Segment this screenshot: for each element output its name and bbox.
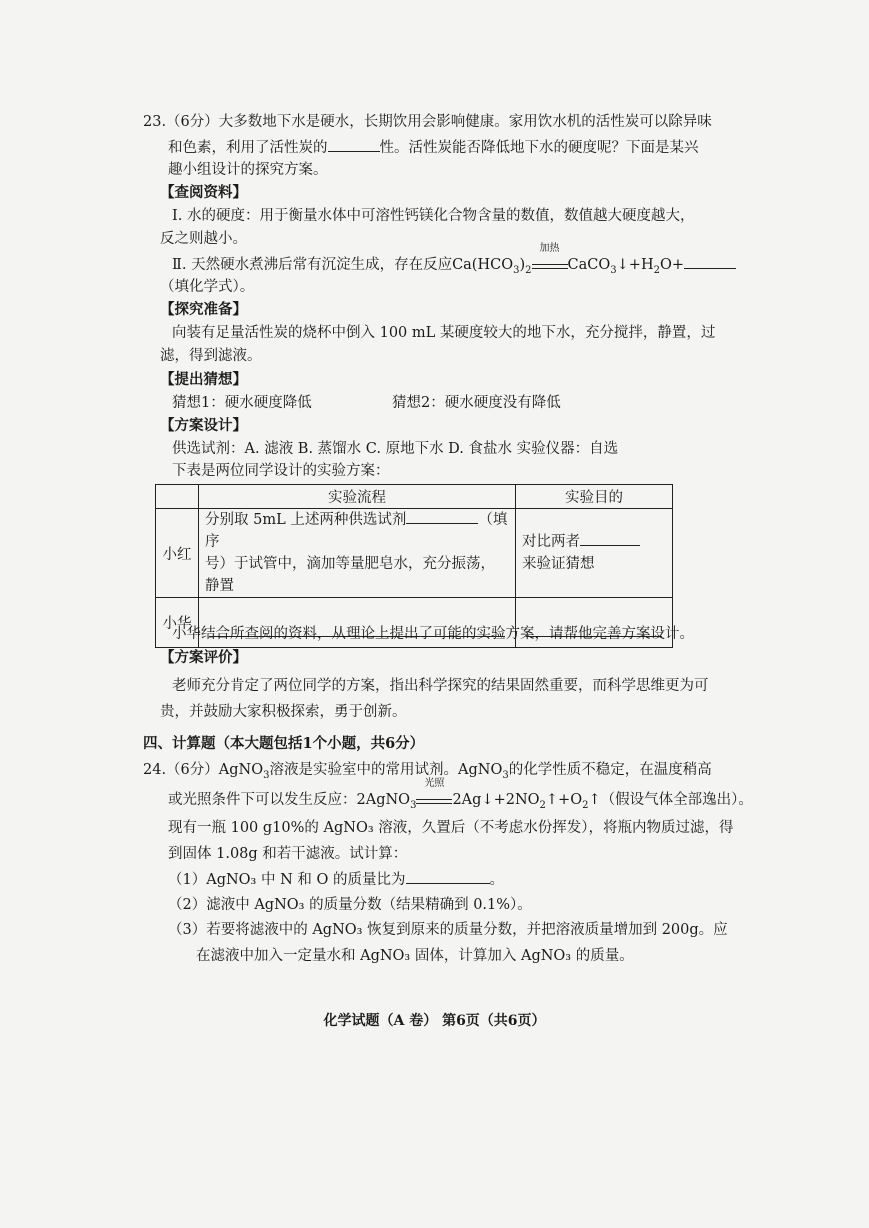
row1-process: 分别取 5mL 上述两种供选试剂 （填序 号）于试管中，滴加等量肥皂水，充分振荡，静置 <box>199 509 516 598</box>
hypothesis-2: 猜想2：硬水硬度没有降低 <box>392 395 561 411</box>
q24-sub3b: 在滤液中加入一定量水和 AgNO₃ 固体，计算加入 AgNO₃ 的质量。 <box>196 948 634 964</box>
q23-line2: 和色素，利用了活性炭的 性。活性炭能否降低地下水的硬度呢？下面是某兴 <box>168 137 699 158</box>
reference-1b: 反之则越小。 <box>160 231 247 247</box>
preparation-1: 向装有足量活性炭的烧杯中倒入 100 mL 某硬度较大的地下水，充分搅拌，静置，过 <box>172 325 716 341</box>
table-head-purpose: 实验目的 <box>516 485 673 509</box>
hypothesis-1: 猜想1：硬水硬度降低 <box>172 395 312 411</box>
q24-line2: 或光照条件下可以发生反应：2AgNO$_3$ 光照 $2Ag↓+2NO_2↑+O_2↑$（假设气体全部逸出）。 <box>168 778 753 811</box>
row-name-xiaohong: 小红 <box>156 509 199 598</box>
evaluation-1: 老师充分肯定了两位同学的方案，指出科学探究的结果固然重要，而科学思维更为可 <box>172 678 709 694</box>
heading-evaluation: 【方案评价】 <box>160 649 247 666</box>
heading-design: 【方案设计】 <box>160 417 247 434</box>
answer-blank[interactable] <box>580 531 640 546</box>
heading-preparation: 【探究准备】 <box>160 301 247 318</box>
row1-purpose: 对比两者 来验证猜想 <box>516 509 673 598</box>
reference-2-end: （填化学式）。 <box>160 279 255 295</box>
row-name-xiaohua: 小华 <box>156 598 199 648</box>
q24-sub1: （1）AgNO₃ 中 N 和 O 的质量比为 。 <box>168 869 504 890</box>
answer-blank[interactable] <box>406 509 478 524</box>
q24-sub2: （2）滤液中 AgNO₃ 的质量分数（结果精确到 0.1%）。 <box>168 897 532 913</box>
evaluation-2: 贵，并鼓励大家积极探索，勇于创新。 <box>160 704 407 720</box>
table-intro: 下表是两位同学设计的实验方案： <box>172 463 390 479</box>
q24-line3: 现有一瓶 100 g10%的 AgNO₃ 溶液，久置后（不考虑水份挥发），将瓶内物质过滤，得 <box>168 820 734 836</box>
table-head-process: 实验流程 <box>199 485 516 509</box>
heading-reference: 【查阅资料】 <box>160 184 247 201</box>
q24-line4: 到固体 1.08g 和若干滤液。试计算： <box>168 846 408 862</box>
q24-sub3a: （3）若要将滤液中的 AgNO₃ 恢复到原来的质量分数，并把溶液质量增加到 200g。应 <box>168 922 728 938</box>
answer-blank[interactable] <box>406 869 490 884</box>
reaction-condition-light: 光照 <box>416 791 452 804</box>
page-footer: 化学试题（A 卷） 第6页（共6页） <box>323 1013 546 1029</box>
answer-blank[interactable] <box>684 254 736 269</box>
preparation-2: 滤，得到滤液。 <box>160 348 262 364</box>
after-table: 小华结合所查阅的资料，从理论上提出了可能的实验方案，请帮他完善方案设计。 <box>172 626 694 642</box>
heading-hypothesis: 【提出猜想】 <box>160 371 247 388</box>
q23-line1: 23.（6分）大多数地下水是硬水，长期饮用会影响健康。家用饮水机的活性炭可以除异味 <box>143 114 712 130</box>
q23-line3: 趣小组设计的探究方案。 <box>168 162 328 178</box>
reaction-condition-heat: 加热 <box>532 256 568 269</box>
reagents-list: 供选试剂：A. 滤液 B. 蒸馏水 C. 原地下水 D. 食盐水 实验仪器：自选 <box>172 441 619 457</box>
answer-blank[interactable] <box>328 137 380 152</box>
section-4-heading: 四、计算题（本大题包括1个小题，共6分） <box>143 735 425 752</box>
table-corner <box>156 485 199 509</box>
reference-2: Ⅱ. 天然硬水煮沸后常有沉淀生成，存在反应$Ca(HCO_3)_2$ 加热 $CaCO_3↓+H_2O+$ <box>172 254 736 281</box>
reference-1a: Ⅰ. 水的硬度：用于衡量水体中可溶性钙镁化合物含量的数值，数值越大硬度越大， <box>172 208 695 224</box>
q24-line1: 24.（6分）AgNO$_3$溶液是实验室中的常用试剂。AgNO$_3$的化学性质不稳定，在温度稍高 <box>143 762 712 781</box>
